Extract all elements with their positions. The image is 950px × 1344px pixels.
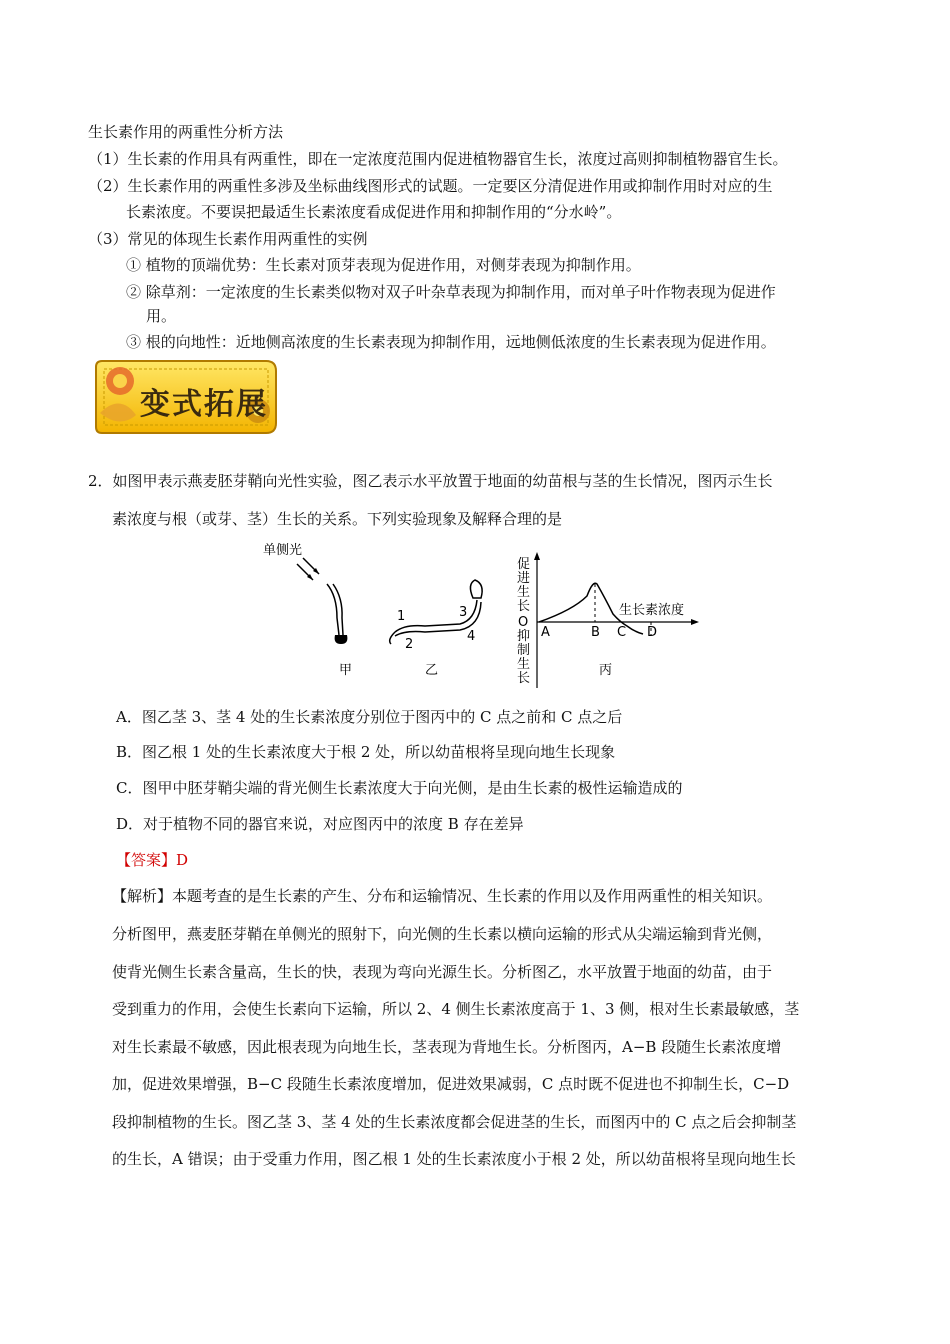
intro-point-2a: （2）生长素作用的两重性多涉及坐标曲线图形式的试题。一定要区分清促进作用或抑制作用时对应的生 bbox=[88, 177, 773, 195]
y-top-4: 长 bbox=[517, 599, 531, 614]
y-axis-arrow bbox=[534, 552, 540, 560]
point-c: C bbox=[617, 625, 627, 640]
section-title: 生长素作用的两重性分析方法 bbox=[88, 123, 284, 141]
answer-line bbox=[116, 849, 188, 871]
intro-point-1: （1）生长素的作用具有两重性，即在一定浓度范围内促进植物器官生长，浓度过高则抑制植物器官生长。 bbox=[88, 150, 788, 168]
banner-text: 变式拓展 bbox=[140, 387, 268, 422]
point-d: D bbox=[647, 625, 658, 640]
y-zero: O bbox=[518, 615, 529, 630]
question-stem-b: 素浓度与根（或芽、茎）生长的关系。下列实验现象及解释合理的是 bbox=[112, 510, 563, 528]
question-figure bbox=[255, 540, 705, 690]
intro-point-2b: 长素浓度。不要误把最适生长素浓度看成促进作用和抑制作用的“分水岭”。 bbox=[126, 203, 622, 221]
analysis-line-3: 使背光侧生长素含量高，生长的快，表现为弯向光源生长。分析图乙，水平放置于地面的幼苗，由于 bbox=[112, 963, 773, 981]
seedling-root-tip bbox=[390, 632, 395, 644]
seed bbox=[335, 635, 348, 644]
y-top-3: 生 bbox=[517, 585, 531, 600]
option-c: C．图甲中胚芽鞘尖端的背光侧生长素浓度大于向光侧，是由生长素的极性运输造成的 bbox=[116, 779, 683, 797]
y-bottom-1: 抑 bbox=[517, 629, 531, 644]
jia-label: 甲 bbox=[339, 663, 353, 678]
jia-light-label: 单侧光 bbox=[263, 543, 303, 558]
yi-n3: 3 bbox=[459, 605, 468, 620]
option-a: A．图乙茎 3、茎 4 处的生长素浓度分别位于图丙中的 C 点之前和 C 点之后 bbox=[116, 708, 623, 726]
variant-extension-banner bbox=[90, 357, 280, 437]
figure-drawing bbox=[255, 540, 705, 690]
example-3: ③ 根的向地性：近地侧高浓度的生长素表现为抑制作用，远地侧低浓度的生长素表现为促进作用。 bbox=[126, 333, 776, 351]
analysis-line-5: 对生长素最不敏感，因此根表现为向地生长，茎表现为背地生长。分析图丙，A−B 段随生长素浓度增 bbox=[112, 1038, 782, 1056]
yi-n2: 2 bbox=[405, 637, 414, 652]
point-b: B bbox=[591, 625, 600, 640]
yi-n1: 1 bbox=[397, 609, 406, 624]
seedling-shoot-tip bbox=[470, 580, 482, 598]
example-2a: ② 除草剂：一定浓度的生长素类似物对双子叶杂草表现为抑制作用，而对单子叶作物表现为促进作 bbox=[126, 283, 776, 301]
example-2b: 用。 bbox=[146, 307, 177, 325]
answer-value: D bbox=[176, 851, 189, 869]
option-b: B．图乙根 1 处的生长素浓度大于根 2 处，所以幼苗根将呈现向地生长现象 bbox=[116, 743, 616, 761]
coleoptile bbox=[327, 584, 343, 635]
x-axis-arrow bbox=[691, 619, 699, 625]
yi-n4: 4 bbox=[467, 629, 476, 644]
y-bottom-4: 长 bbox=[517, 671, 531, 686]
bing-label: 丙 bbox=[599, 663, 613, 678]
analysis-line-1: 【解析】本题考查的是生长素的产生、分布和运输情况、生长素的作用以及作用两重性的相关知识。 bbox=[112, 887, 773, 905]
analysis-line-7: 段抑制植物的生长。图乙茎 3、茎 4 处的生长素浓度都会促进茎的生长，而图丙中的 C 点之后会抑制茎 bbox=[112, 1113, 797, 1131]
y-top-2: 进 bbox=[517, 571, 531, 586]
yi-label: 乙 bbox=[425, 663, 439, 678]
y-bottom-3: 生 bbox=[517, 657, 531, 672]
point-a: A bbox=[541, 625, 550, 640]
question-stem-a: 2．如图甲表示燕麦胚芽鞘向光性实验，图乙表示水平放置于地面的幼苗根与茎的生长情况，图丙示生长 bbox=[88, 472, 773, 490]
analysis-line-2: 分析图甲，燕麦胚芽鞘在单侧光的照射下，向光侧的生长素以横向运输的形式从尖端运输到背光侧， bbox=[112, 925, 773, 943]
intro-point-3: （3）常见的体现生长素作用两重性的实例 bbox=[88, 230, 368, 248]
x-axis-label: 生长素浓度 bbox=[619, 603, 685, 618]
analysis-line-6: 加，促进效果增强，B−C 段随生长素浓度增加，促进效果减弱，C 点时既不促进也不抑制生长，C−D bbox=[112, 1075, 790, 1093]
answer-label: 【答案】 bbox=[116, 851, 177, 869]
y-bottom-2: 制 bbox=[517, 643, 531, 658]
example-1: ① 植物的顶端优势：生长素对顶芽表现为促进作用，对侧芽表现为抑制作用。 bbox=[126, 256, 641, 274]
option-d: D．对于植物不同的器官来说，对应图丙中的浓度 B 存在差异 bbox=[116, 815, 524, 833]
analysis-line-8: 的生长，A 错误；由于受重力作用，图乙根 1 处的生长素浓度小于根 2 处，所以幼苗根将呈现向地生长 bbox=[112, 1150, 796, 1168]
y-top-1: 促 bbox=[517, 557, 531, 572]
analysis-line-4: 受到重力的作用，会使生长素向下运输，所以 2、4 侧生长素浓度高于 1、3 侧，根对生长素最敏感，茎 bbox=[112, 1000, 800, 1018]
